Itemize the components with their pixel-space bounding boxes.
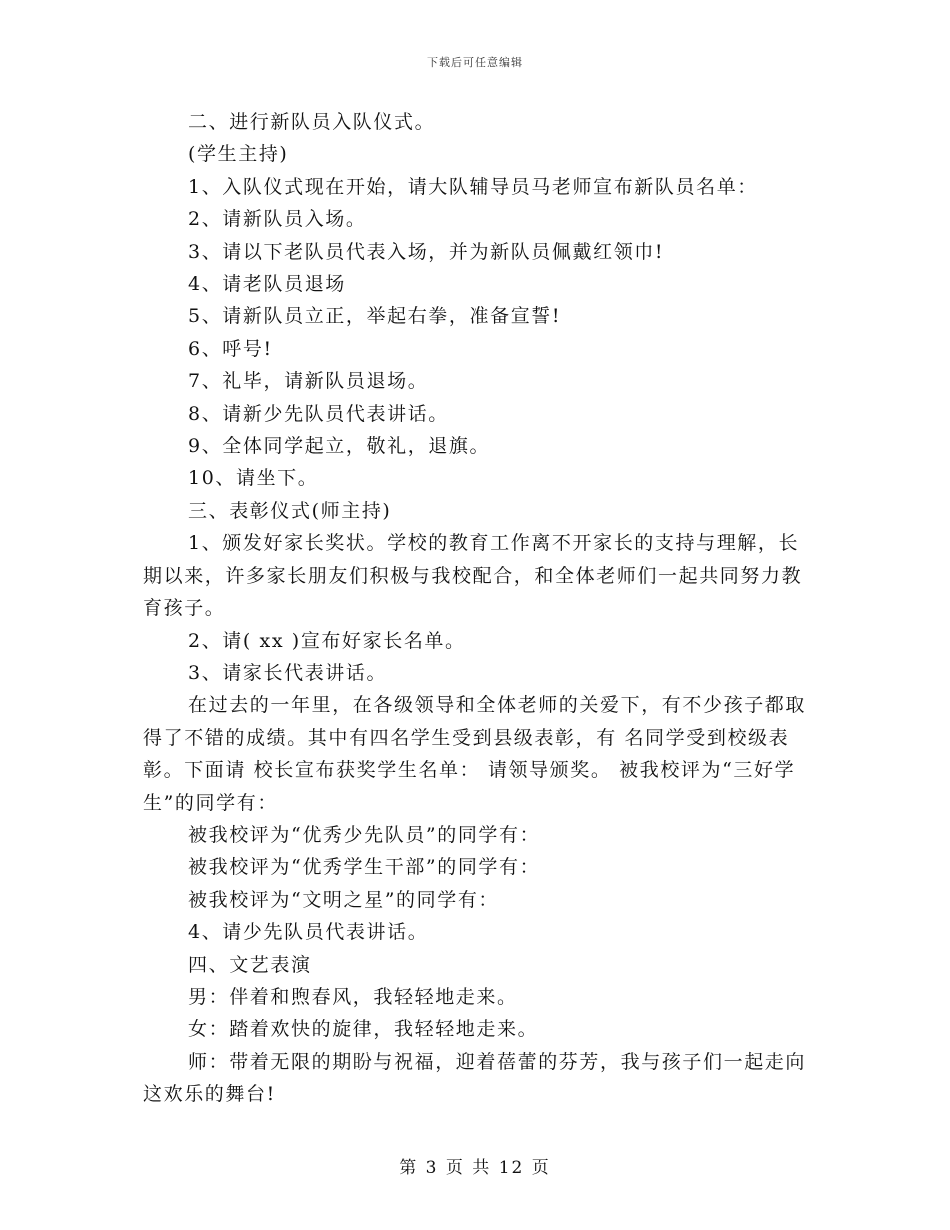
header-note: 下载后可任意编辑 [427,56,523,69]
list-item: 6、呼号! [188,337,273,360]
paragraph: 1、颁发好家长奖状。学校的教育工作离不开家长的支持与理解，长期以来，许多家长朋友们积极与我校配合，和全体老师们一起共同努力教育孩子。 [143,532,803,620]
list-item: 2、请新队员入场。 [188,208,367,231]
paragraph: 在过去的一年里，在各级领导和全体老师的关爱下，有不少孩子都取得了不错的成绩。其中有四名学生受到县级表彰，有 名同学受到校级表彰。下面请 校长宣布获奖学生名单： 请领导颁奖。 被我校评为“三好学生”的同学有： [143,694,807,814]
list-item: 7、礼毕，请新队员退场。 [188,370,429,393]
list-item: 4、请老队员退场 [188,273,346,296]
dialogue-line: 师：带着无限的期盼与祝福，迎着蓓蕾的芬芳，我与孩子们一起走向这欢乐的舞台! [143,1050,807,1106]
section-heading: 四、文艺表演 [188,953,312,976]
dialogue-line: 男：伴着和煦春风，我轻轻地走来。 [188,985,518,1008]
list-item: 8、请新少先队员代表讲话。 [188,402,449,425]
paragraph: (学生主持) [188,143,289,166]
list-item: 3、请家长代表讲话。 [188,661,388,684]
document-body [143,106,807,1111]
list-item: 1、入队仪式现在开始，请大队辅导员马老师宣布新队员名单： [188,175,758,198]
paragraph: 被我校评为“优秀少先队员”的同学有： [188,823,541,846]
list-item: 2、请( xx )宣布好家长名单。 [188,629,466,652]
list-item: 5、请新队员立正，举起右拳，准备宣誓! [188,305,562,328]
page-number: 第 3 页 共 12 页 [399,1158,551,1178]
list-item: 3、请以下老队员代表入场，并为新队员佩戴红领巾! [188,240,665,263]
paragraph: 被我校评为“优秀学生干部”的同学有： [188,856,541,879]
dialogue-line: 女：踏着欢快的旋律，我轻轻地走来。 [188,1018,539,1041]
section-heading: 三、表彰仪式(师主持) [188,499,392,522]
list-item: 10、请坐下。 [188,467,319,490]
paragraph: 被我校评为“文明之星”的同学有： [188,888,500,911]
section-heading: 二、进行新队员入队仪式。 [188,111,436,133]
list-item: 9、全体同学起立，敬礼，退旗。 [188,435,491,458]
list-item: 4、请少先队员代表讲话。 [188,921,429,944]
